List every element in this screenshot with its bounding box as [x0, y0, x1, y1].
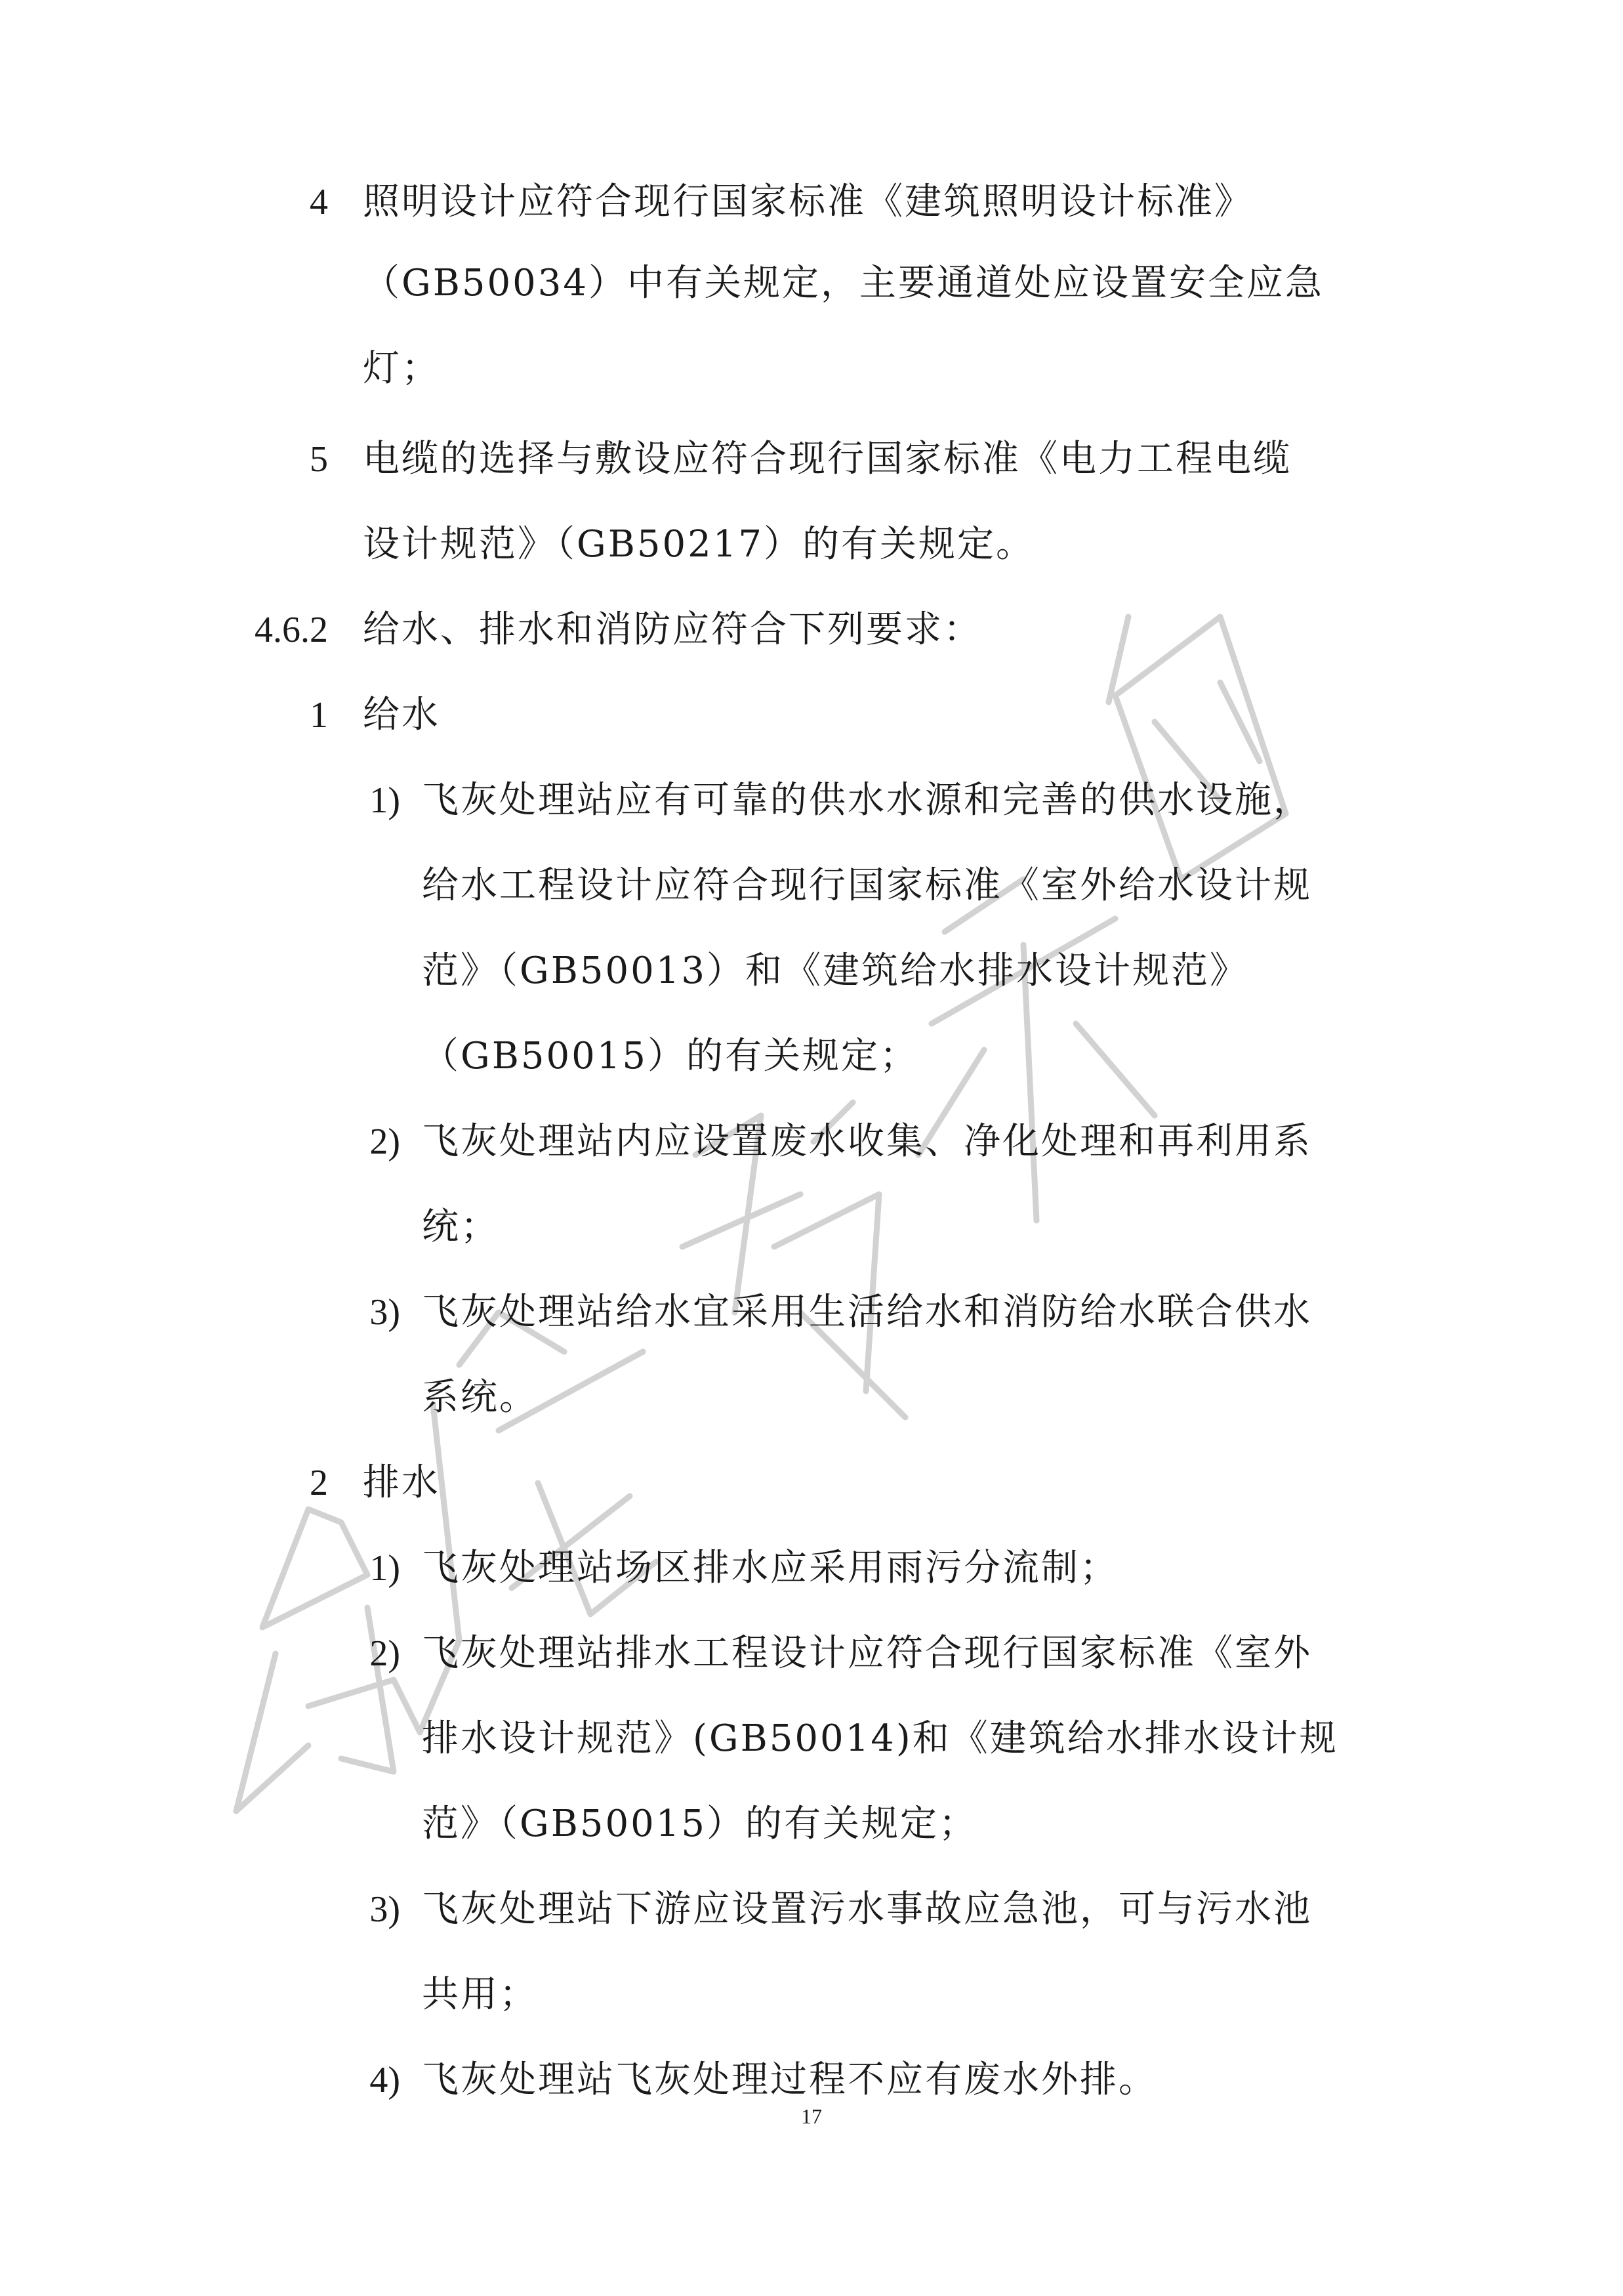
- text-line: 设计规范》（GB50217）的有关规定。: [363, 523, 1035, 566]
- list-item-number: 3): [369, 1292, 400, 1333]
- section-heading: 给水、排水和消防应符合下列要求：: [363, 608, 982, 651]
- subsection-number: 2: [310, 1463, 328, 1503]
- list-item-number: 3): [369, 1889, 400, 1930]
- text-line: 范》（GB50015）的有关规定；: [422, 1803, 978, 1845]
- text-line: 灯；: [363, 347, 440, 390]
- subsection-number: 1: [310, 695, 328, 736]
- text-line: 照明设计应符合现行国家标准《建筑照明设计标准》: [363, 180, 1253, 223]
- text-line: 统；: [422, 1205, 499, 1248]
- subsection-title: 排水: [363, 1461, 440, 1504]
- text-line: 电缆的选择与敷设应符合现行国家标准《电力工程电缆: [363, 438, 1292, 480]
- list-item-number: 4): [369, 2060, 400, 2100]
- item-number: 4: [310, 182, 328, 222]
- text-line: 飞灰处理站场区排水应采用雨污分流制；: [422, 1547, 1119, 1589]
- text-line: （GB50015）的有关规定；: [422, 1035, 919, 1077]
- text-line: 飞灰处理站下游应设置污水事故应急池，可与污水池: [422, 1888, 1312, 1931]
- text-line: 排水设计规范》(GB50014)和《建筑给水排水设计规: [422, 1717, 1338, 1760]
- text-line: 飞灰处理站飞灰处理过程不应有废水外排。: [422, 2058, 1157, 2101]
- list-item-number: 2): [369, 1633, 400, 1674]
- text-line: 飞灰处理站应有可靠的供水水源和完善的供水设施，: [422, 779, 1312, 822]
- page-number: 17: [801, 2104, 822, 2128]
- text-line: 飞灰处理站给水宜采用生活给水和消防给水联合供水: [422, 1291, 1312, 1333]
- text-line: 系统。: [422, 1376, 538, 1419]
- list-item-number: 1): [369, 780, 400, 821]
- text-line: 范》（GB50013）和《建筑给水排水设计规范》: [422, 950, 1249, 992]
- subsection-title: 给水: [363, 694, 440, 736]
- text-line: （GB50034）中有关规定，主要通道处应设置安全应急: [363, 262, 1325, 304]
- section-number: 4.6.2: [255, 610, 328, 650]
- list-item-number: 1): [369, 1548, 400, 1589]
- item-number: 5: [310, 439, 328, 480]
- text-line: 飞灰处理站排水工程设计应符合现行国家标准《室外: [422, 1632, 1312, 1675]
- list-item-number: 2): [369, 1121, 400, 1162]
- text-line: 共用；: [422, 1973, 538, 2016]
- text-line: 飞灰处理站内应设置废水收集、净化处理和再利用系: [422, 1120, 1312, 1163]
- text-line: 给水工程设计应符合现行国家标准《室外给水设计规: [422, 864, 1312, 907]
